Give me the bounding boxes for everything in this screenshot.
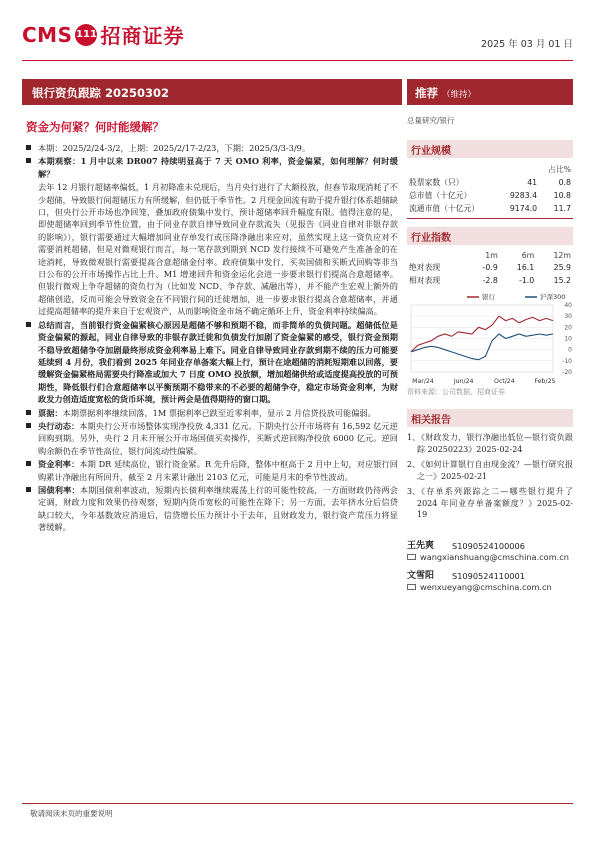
scale-pct-header: 占比% (547, 165, 571, 174)
index-row-name: 相对表现 (409, 276, 441, 285)
index-col-header: 1m (485, 251, 498, 260)
index-row (407, 274, 573, 287)
scale-name: 流通市值（十亿元） (409, 204, 480, 213)
logo-latin: CMS (22, 22, 73, 47)
scale-row (407, 202, 573, 215)
bullet-icon (26, 322, 31, 327)
y-tick-label: 40 (564, 302, 572, 309)
bullet-icon (26, 158, 31, 163)
item-label: 央行动态： (38, 420, 80, 431)
index-col-header (407, 250, 467, 261)
item-text: 本期票据利率继续回落，1M 票据利率已跌至近零利率，显示 2 月信贷投放可能偏弱。 (62, 407, 376, 418)
x-tick-label: Oct/24 (494, 378, 515, 385)
footer-note: 敬请阅读末页的重要说明 (30, 809, 113, 818)
content-item (26, 458, 398, 483)
related-reports-list (407, 432, 573, 521)
email-icon (407, 584, 416, 590)
x-tick-label: Jun/24 (453, 378, 474, 385)
company-logo (22, 20, 184, 49)
bullet-icon (26, 423, 31, 428)
divider (407, 218, 573, 219)
item-text: 当前银行资金偏紧核心原因是超储不够和预期不稳，而非简单的负债问题。超储低位是资金偏紧的源起，同业自律导致的非银存款迁徙和负债发行加剧了资金偏紧的感受，银行资金预期不稳导致超储争夺加剧最终形成资金利率易上难下。同业自律导致同业存款到期不续的压力可能要延续到 4 月份，我们看到 2025 年同业存单备案大幅上行，预计在途超储的消耗短期难以回落，要缓解资金偏紧格局需要央行降准或加大 7 日度 OMO 投放额，增加超储供给或适度提高投放的可预期性，降低银行们合意超储率以平衡预期不稳带来的不必要的超储争夺，稳定市场资金利率，为财政发力创造适度宽松的货币环境，预计两会是值得期待的窗口期。 (38, 319, 398, 405)
index-chart (407, 291, 573, 386)
industry-scale-heading: 行业规模 (407, 140, 573, 158)
legend-label: 银行 (482, 293, 495, 301)
related-report[interactable] (407, 486, 573, 521)
report-series-title: 银行资负跟踪 20250302 (22, 79, 402, 105)
report-date: 2025 年 03 月 01 日 (481, 39, 573, 50)
y-tick-label: -10 (562, 357, 572, 365)
related-title: 《财政发力，银行净融出低位—银行资负跟踪 20250223》2025-02-24 (417, 433, 573, 454)
item-label: 本期观察： (38, 156, 81, 167)
logo-chinese: 招商证券 (100, 24, 185, 48)
spacer (407, 563, 573, 571)
industry-index-heading: 行业指数 (407, 227, 573, 245)
scale-value: 9174.0 (509, 204, 538, 213)
index-chart-svg (407, 291, 573, 386)
rating-bar (407, 79, 573, 105)
item-label: 票据： (38, 407, 63, 418)
author-id: S1090524100006 (452, 540, 525, 551)
author-email-row[interactable] (407, 552, 573, 563)
author-row (407, 541, 573, 552)
y-tick-label: 0 (568, 346, 572, 354)
index-row-name: 绝对表现 (409, 263, 441, 272)
y-tick-label: 20 (564, 324, 572, 332)
related-number: 3、 (407, 487, 421, 496)
item-text: 本期央行公开市场整体实现净投放 4,331 亿元。下期央行公开市场将有 16,592 亿元逆回购到期。另外，央行 2 月未开展公开市场国债买卖操作，买断式逆回购净投放 6000 亿元。逆回购余额仍在季节性高位，银行间流动性偏紧。 (38, 420, 398, 456)
index-value: 25.9 (553, 263, 571, 272)
email-icon (407, 554, 416, 560)
industry-tag: 总量研究/银行 (407, 116, 455, 125)
author-email[interactable]: wenxueyang@cmschina.com.cn (420, 581, 552, 592)
related-title: 《如何计算银行自由现金流？—银行研究报之一》2025-02-21 (417, 460, 573, 481)
chart-source: 资料来源：公司数据、招商证券 (407, 388, 505, 396)
scale-row (407, 189, 573, 202)
item-text: 本期：2025/2/24-3/2，上期：2025/2/17-2/23，下期：2025/3/3-3/9。 (38, 143, 311, 153)
related-report[interactable] (407, 459, 573, 482)
index-col-header: 6m (521, 251, 535, 260)
rating-label: 推荐 (415, 86, 438, 100)
related-title: 《存单系列跟踪之二—哪些银行提升了 2024 年同业存单备案额度？》2025-02-19 (417, 487, 573, 519)
index-value: -2.8 (482, 276, 498, 285)
author-row (407, 571, 573, 582)
main-title: 资金为何紧？何时能缓解？ (26, 120, 164, 134)
bullet-icon (26, 410, 31, 415)
scale-row (407, 176, 573, 189)
footer-divider (22, 803, 573, 804)
item-text: 去年 12 月银行超储率偏低，1 月初降准未兑现后，当月央行进行了大额投放，但春节取现消耗了不少超储，导致银行间超储压力有所缓解，但仍低于季节性。2 月现金回流有助于提升银行体系超储缺口，但央行公开市场也净回笼，叠加政府债集中发行，预计超储率回升幅度有限。值得注意的是，即使超储率回到季节性位置，由于同业存款自律导致同业存款流失（见报告《同业自律对非银存款的影响》），银行需要通过大幅增加同业存单发行或压降净融出来应对，虽然实现上这一资负应对不需要消耗超储，但是对微观银行而言，每一笔存款到期到 NCD 发行接续不可避免产生准备金的在途消耗，导致微观银行需要提高合意超储金付率。政府债集中发行、买卖国债和买断式回购等非当日公布的公开市场操作占比上升、M1 增速回升和资金运化会进一步要求银行们提高合意超储率。但银行微观上争夺超储的资负行为（比如发 NCD、争存款、减融出等），并不能产生宏观上额外的超储创造，反而可能会导致资金在不同银行间的迁徙增加，进一步要求银行提高合意超储率，并通过提高超储率的提升来自于宏观资产，从而影响资金市场不确定循环上升，资金利率持续偏高。 (38, 182, 398, 317)
rating-sub: （维持） (442, 90, 477, 100)
item-label: 总结而言， (38, 319, 80, 330)
index-col-header: 12m (553, 251, 571, 260)
content-item (26, 142, 398, 154)
item-text: 1 月中以来 DR007 持续明显高于 7 天 OMO 利率，资金偏紧，如何理解？何时缓解？ (38, 156, 398, 179)
y-tick-label: 30 (564, 313, 572, 321)
item-label: 国债利率： (38, 484, 80, 495)
scale-name: 股票家数（只） (409, 178, 464, 187)
content-item (26, 420, 398, 457)
content-item (26, 484, 398, 534)
related-report[interactable] (407, 432, 573, 455)
author-id: S1090524110001 (452, 570, 525, 581)
scale-pct: 10.8 (553, 191, 571, 200)
author-name: 王先爽 (407, 540, 435, 551)
page-header (0, 0, 595, 60)
scale-value: 9283.4 (509, 191, 538, 200)
author-email-row[interactable] (407, 582, 573, 593)
header-divider (22, 60, 573, 61)
index-value: 15.2 (553, 276, 571, 285)
related-number: 2、 (407, 460, 421, 469)
related-number: 1、 (407, 433, 421, 442)
index-row (407, 261, 573, 274)
item-text: 本期国债利率波动，短期内长债利率继续震荡上行的可能性较高，一方面财政仍待两会定调，财政力度和效果仍待观察，短期内货币宽松的可能性在降下；另一方面，去年挤水分后信贷缺口较大，今年基数效应消退后，信贷增长压力预计小于去年，且财政发力，银行资产荒压力将显著缓解。 (38, 484, 398, 533)
index-value: -0.9 (482, 263, 498, 272)
content-item (26, 181, 398, 317)
scale-name: 总市值（十亿元） (409, 191, 472, 200)
author-name: 文雪阳 (407, 570, 435, 581)
bullet-icon (26, 145, 31, 150)
logo-badge-icon: 111 (75, 24, 97, 46)
content-item (26, 407, 398, 419)
author-email[interactable]: wangxianshuang@cmschina.com.cn (420, 551, 569, 562)
y-tick-label: -20 (562, 369, 572, 376)
bullet-icon (26, 487, 31, 492)
related-reports-heading: 相关报告 (407, 409, 573, 427)
y-tick-label: 10 (564, 335, 572, 343)
index-value: 16.1 (516, 263, 535, 272)
x-tick-label: Mar/24 (412, 378, 434, 385)
main-content (26, 142, 398, 535)
legend-label: 沪深300 (540, 293, 566, 301)
industry-scale-table (407, 163, 573, 215)
scale-pct: 11.7 (553, 204, 571, 213)
bullet-icon (26, 461, 31, 466)
content-item (26, 319, 398, 406)
item-text: 本期 DR 延续高位，银行资金紧。R 先升后降，整体中枢高于 2 月中上旬，对应银行回购累计净融出有所回升，截至 2 月末累计融出 2103 亿元，可能是月末的季节性波动。 (38, 459, 398, 482)
content-item (26, 155, 398, 180)
item-label: 资金利率： (38, 459, 80, 470)
series-line-1 (411, 334, 553, 360)
scale-pct: 0.8 (558, 178, 571, 187)
sidebar (407, 115, 573, 593)
authors (407, 541, 573, 593)
x-tick-label: Feb/25 (534, 378, 556, 385)
industry-index-table (407, 250, 573, 287)
scale-value: 41 (527, 178, 538, 187)
index-header-row (407, 250, 573, 261)
index-value: -1.0 (519, 276, 535, 285)
